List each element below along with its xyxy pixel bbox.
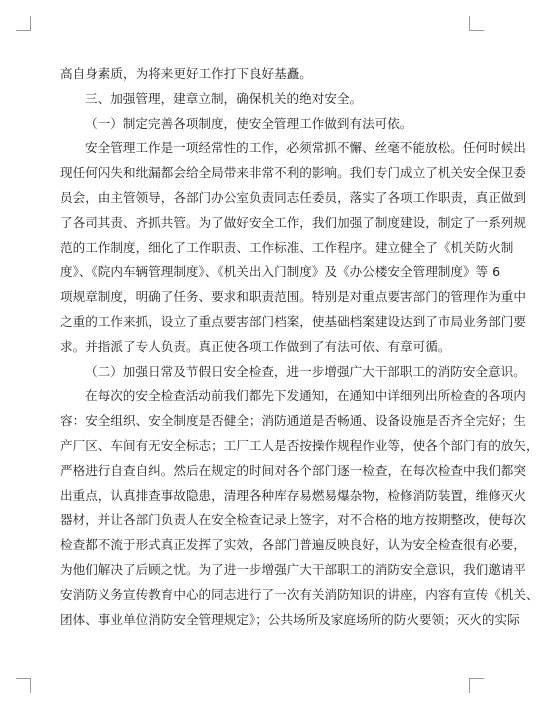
text-line: 为他们解决了后顾之忧。为了进一步增强广大干部职工的消防安全意识，我们邀请平	[60, 561, 526, 577]
text-line: 出重点，认真排查事故隐患，清理各种库存易燃易爆杂物，检修消防装置，维修灭火	[60, 487, 526, 503]
text-line: 三、加强管理，建章立制，确保机关的绝对安全。	[85, 90, 363, 106]
document-page	[60, 62, 539, 632]
text-line: 了各司其责、齐抓共管。为了做好安全工作，我们加强了制度建设，制定了一系列规	[60, 214, 526, 230]
text-line: （二）加强日常及节假日安全检查，进一步增强广大干部职工的消防安全意识。	[85, 363, 526, 379]
text-line: 产厂区、车间有无安全标志；工厂工人是否按操作规程作业等，使各个部门有的放矢，	[60, 437, 539, 453]
text-line: 之重的工作来抓，设立了重点要害部门档案，使基础档案建设达到了市局业务部门要	[60, 313, 526, 329]
text-line: 度》、《院内车辆管理制度》、《机关出入门制度》及《办公楼安全管理制度》等 6	[60, 264, 501, 280]
text-line: 严格进行自查自纠。然后在规定的时间对各个部门逐一检查，在每次检查中我们都突	[60, 462, 526, 478]
text-line: 团体、事业单位消防安全管理规定》；公共场所及家庭场所的防火要领；灭火的实际	[60, 611, 520, 627]
text-line: 员会，由主管领导，各部门办公室负责同志任委员，落实了各项工作职责，真正做到	[60, 189, 526, 205]
text-line: 容：安全组织、安全制度是否健全；消防通道是否畅通、设备设施是否齐全完好；生	[60, 413, 526, 429]
text-line: 检查都不流于形式真正发挥了实效，各部门普遍反映良好，认为安全检查很有必要，	[60, 537, 526, 553]
text-line: 器材，并让各部门负责人在安全检查记录上签字，对不合格的地方按期整改，使每次	[60, 512, 526, 528]
text-line: 高自身素质，为将来更好工作打下良好基矗。	[60, 66, 312, 81]
text-line: 范的工作制度，细化了工作职责、工作标准、工作程序。建立健全了《机关防火制	[60, 239, 514, 255]
text-line: 安全管理工作是一项经常性的工作，必须常抓不懈、丝毫不能放松。任何时候出	[85, 140, 526, 156]
text-line: 在每次的安全检查活动前我们都先下发通知，在通知中详细列出所检查的各项内	[85, 388, 526, 404]
crop-mark-top-left	[16, 16, 31, 31]
text-line: （一）制定完善各项制度，使安全管理工作做到有法可依。	[85, 115, 413, 131]
crop-mark-bottom-left	[16, 678, 31, 693]
crop-mark-bottom-right	[469, 678, 484, 693]
crop-mark-top-right	[469, 16, 484, 31]
text-line: 现任何闪失和纰漏都会给全局带来非常不利的影响。我们专门成立了机关安全保卫委	[60, 165, 526, 181]
text-line: 求。并指派了专人负责。真正使各项工作做到了有法可依、有章可循。	[60, 338, 451, 354]
text-line: 项规章制度，明确了任务、要求和职责范围。特别是对重点要害部门的管理作为重中	[60, 289, 526, 305]
text-line: 安消防义务宣传教育中心的同志进行了一次有关消防知识的讲座，内容有宣传《机关、	[60, 586, 539, 602]
